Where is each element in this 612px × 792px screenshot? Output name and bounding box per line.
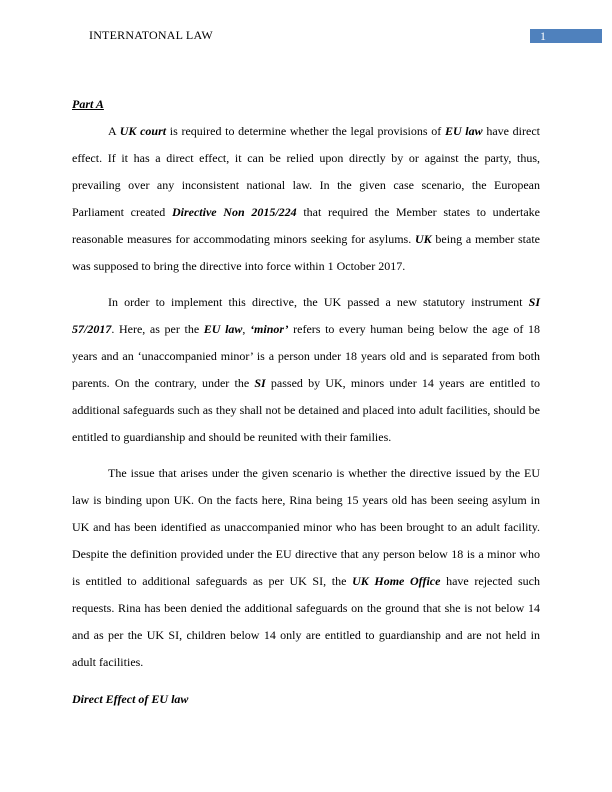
- emphasis-run: UK court: [119, 124, 167, 138]
- text-run: have rejected such requests. Rina has been denied the additional safeguards on the ground that she is not below 14 and as per the UK SI, children below 14 only are entitled to guardianship and are not held in adult facilities.: [72, 574, 541, 669]
- text-run: . Here, as per the: [111, 322, 204, 336]
- text-run: In order to implement this directive, the UK passed a new statutory instrument: [108, 295, 529, 309]
- text-run: have direct effect. If it has a direct effect, it can be relied upon directly by or against the party, thus, prevailing over any inconsistent national law. In the given case scenario, the European Parliament created: [72, 124, 540, 219]
- paragraph-2: [72, 289, 540, 451]
- paragraph-1: [72, 118, 540, 280]
- emphasis-run: EU law: [203, 322, 243, 336]
- text-run: is required to determine whether the legal provisions of: [166, 124, 445, 138]
- emphasis-run: SI: [254, 376, 266, 390]
- paragraph-3: [72, 460, 540, 676]
- emphasis-run: EU law: [444, 124, 483, 138]
- text-run: A: [108, 124, 120, 138]
- heading-part-a: Part A: [72, 97, 104, 111]
- heading-direct-effect: Direct Effect of EU law: [72, 692, 189, 706]
- page-number: 1: [540, 29, 546, 43]
- text-run: that required the Member states to undertake reasonable measures for accommodating minors seeking for asylums.: [72, 205, 540, 246]
- emphasis-run: UK Home Office: [352, 574, 441, 588]
- text-run: being a member state was supposed to bring the directive into force within 1 October 2017.: [72, 232, 541, 273]
- emphasis-run: UK: [415, 232, 432, 246]
- text-run: ,: [242, 322, 251, 336]
- document-body: [72, 90, 540, 713]
- text-run: refers to every human being below the age of 18 years and an ‘unaccompanied minor’ is a person under 18 years old and is separated from both parents. On the contrary, under the: [72, 322, 541, 390]
- emphasis-run: Directive Non 2015/224: [171, 205, 297, 219]
- running-head: INTERNATONAL LAW: [89, 28, 213, 42]
- text-run: The issue that arises under the given scenario is whether the directive issued by the EU law is binding upon UK. On the facts here, Rina being 15 years old has been seeing asylum in UK and has been identified as unaccompanied minor who has been brought to an adult facility. Despite the definition provided under the EU directive that any person below 18 is a minor who is entitled to additional safeguards as per UK SI, the: [72, 466, 540, 588]
- emphasis-run: SI 57/2017: [72, 295, 540, 336]
- page-number-badge: [530, 29, 602, 43]
- emphasis-run: ‘minor’: [250, 322, 289, 336]
- text-run: passed by UK, minors under 14 years are entitled to additional safeguards such as they shall not be detained and placed into adult facilities, should be entitled to guardianship and should be reunited with their families.: [72, 376, 540, 444]
